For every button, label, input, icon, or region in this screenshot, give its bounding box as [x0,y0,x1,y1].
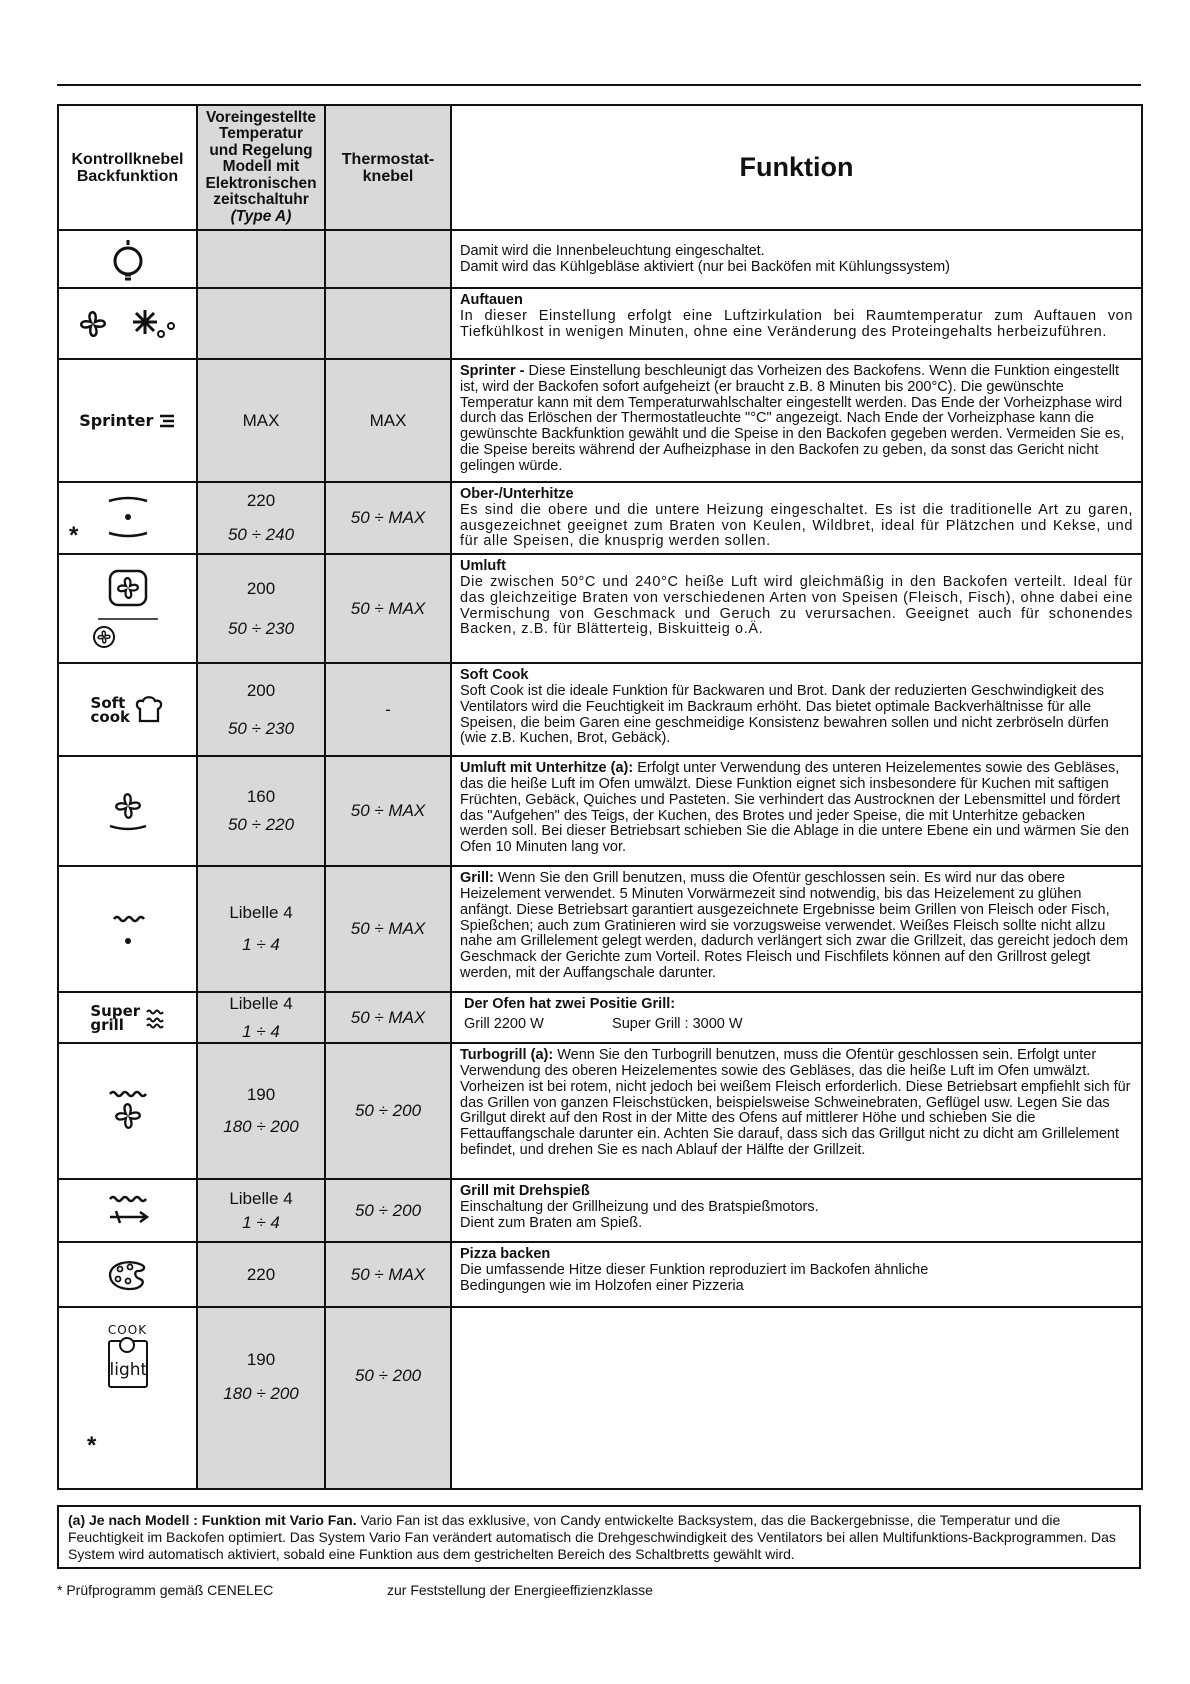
thermostat-cell [325,482,451,554]
super-grill-text1: Super [90,1001,141,1020]
function-text: Die zwischen 50°C und 240°C heiße Luft wird gleichmäßig in den Backofen verteilt. Ideal für das gleichzeitige Braten von verschiedenen Arten von Speisen (Fleisch, Fisch), ohne dabei eine Vermischung von Geschmack und Geruch zu verursachen. Geeignet auch für schonendes Backen, z.B. für Blätterteig, Biskuitteig o.Ä. [460,573,1133,638]
symbol-cell [58,992,197,1043]
function-title: Sprinter - [460,363,525,379]
function-cell [451,554,1142,663]
function-cell [451,230,1142,288]
function-title: Turbogrill (a): [460,1047,554,1064]
table-row [58,230,1142,288]
preset-value: 190 [246,1350,276,1370]
preset-cell [197,288,325,359]
function-cell [451,992,1142,1043]
preset-value: 220 [246,1264,276,1284]
preset-value: MAX [242,410,280,430]
preset-value: Libelle 4 [229,903,293,923]
thermostat-cell [325,1307,451,1489]
table-row [58,288,1142,359]
preset-value: 160 [246,787,276,807]
fan-ring-icon [98,569,158,621]
thermostat-cell [325,288,451,359]
function-text: Erfolgt unter Verwendung des unteren Heizelementes sowie des Gebläses, das die heiße Luft im Ofen umwälzt. Diese Funktion eignet sich insbesondere für Kuchen mit saftigen Früchten, Gebäck, Quiches und Pasteten. Sie verhindert das Austrocknen der Lebensmittel und fördert das "Aufgehen" des Teigs, der Kuchen, des Brotes und jeder Speise, die mit Unterhitze gebacken werden soll. Bei dieser Betriebsart schieben Sie die Ablage in die untere Ebene ein und wärmen Sie den Ofen 10 Minuten lang vor. [460,760,1130,856]
super-grill-power: Super Grill : 3000 W [612,1015,743,1032]
symbol-cell [58,554,197,663]
header-preset-line: Elektronischen [205,174,317,192]
thermostat-value: 50 ÷ MAX [350,508,426,528]
table-row [58,866,1142,992]
preset-range: 50 ÷ 240 [227,525,295,545]
function-text: Es sind die obere und die untere Heizung eingeschaltet. Es ist die traditionelle Art zu garen, ausgezeichnet geeignet zum Braten von Keulen, Wildbret, ideal für Plätzchen und Kekse, und für alle Speisen, die knusprig werden sollen. [460,501,1133,550]
top-bottom-heat-icon [103,493,153,543]
sprinter-label: Sprinter [79,410,154,430]
thermostat-cell [325,992,451,1043]
symbol-cell [58,482,197,554]
lamp-icon [108,237,148,281]
header-preset-line: Voreingestellte [206,108,316,126]
function-text: In dieser Einstellung erfolgt eine Luftzirkulation bei Raumtemperatur zum Auftauen von Tiefkühlkost in wenigen Minuten, ohne eine Veränderung des Proteingehalts herbeizuführen. [460,307,1133,340]
table-row [58,1179,1142,1242]
thermostat-cell [325,1242,451,1307]
thermostat-value: 50 ÷ 200 [354,1101,422,1121]
preset-cell [197,1179,325,1242]
grill-icon [108,911,148,947]
thermostat-value: 50 ÷ MAX [350,1007,426,1027]
rotisserie-icon [106,1193,150,1229]
function-line: Damit wird die Innenbeleuchtung eingeschaltet. [460,242,765,259]
symbol-cell [58,1043,197,1179]
function-text: Wenn Sie den Grill benutzen, muss die Ofentür geschlossen sein. Es wird nur das obere Heizelement verwendet. 5 Minuten Vorwärmezeit sind notwendig, bis das Heizelement zu glühen anfängt. Diese Betriebsart garantiert ausgezeichnete Ergebnisse beim Grillen von Fleisch oder Fisch, Spießchen; auch zum Gratinieren wird sie vorzugsweise verwendet. Weißes Fleisch sollte nicht allzu nahe am Grillelement gelegt werden, dadurch verlängert sich zwar die Grillzeit, das gereicht jedoch dem Geschmack der Gerichte zum Vorteil. Rotes Fleisch und Fischfilets können auf den Grillrost gelegt werden, mit der Auffangschale darunter. [460,870,1129,981]
preset-value: 200 [246,680,276,700]
header-control-knob: Kontrollknebel Backfunktion [58,105,197,230]
footnote-title: (a) Je nach Modell : Funktion mit Vario Fan. [68,1512,357,1528]
symbol-cell [58,288,197,359]
super-grill-label [90,1001,141,1034]
header-preset-temperature [197,105,325,230]
function-cell [451,866,1142,992]
cook-light-text2: light [109,1360,148,1381]
function-cell [451,288,1142,359]
table-row [58,482,1142,554]
preset-value: 190 [246,1085,276,1105]
cook-light-icon [100,1324,156,1394]
soft-cook-icon [134,695,164,725]
preset-cell [197,554,325,663]
preset-range: 1 ÷ 4 [242,935,280,955]
function-title: Grill mit Drehspieß [460,1183,590,1200]
preset-range: 180 ÷ 200 [223,1117,299,1137]
function-title: Umluft mit Unterhitze (a): [460,760,634,777]
preset-cell [197,866,325,992]
thermostat-cell [325,663,451,756]
thermostat-cell [325,1179,451,1242]
function-title: Ober-/Unterhitze [460,486,574,502]
symbol-cell [58,230,197,288]
soft-cook-text1: Soft [90,693,126,712]
function-title: Auftauen [460,292,523,308]
sprinter-icon [158,414,176,428]
preset-value: Libelle 4 [229,1188,293,1208]
preset-cell [197,1043,325,1179]
defrost-icon [73,304,183,344]
thermostat-value: 50 ÷ MAX [350,1264,426,1284]
function-line: Bedingungen wie im Holzofen einer Pizzeria [460,1277,744,1294]
thermostat-value: - [385,699,391,719]
note-energy-class: zur Feststellung der Energieeffizienzklasse [387,1582,653,1598]
function-text: Diese Einstellung beschleunigt das Vorheizen des Backofens. Wenn die Funktion eingestellt ist, wird der Backofen sofort aufgeheizt (er braucht z.B. 8 Minuten bis 200°C). Die gewünschte Temperatur kann mit dem Temperaturwahlschalter eingestellt werden. Das Ende der Vorheizphase wird durch das Erlöschen der Thermostatleuchte "°C" angezeigt. Nach Ende der Vorheizphase kann die gewünschte Backfunktion gewählt und die Speise in den Backofen gegeben werden. Vermeiden Sie es, die Speise bereits während der Aufheizphase in den Backofen zu geben, da sonst das Gericht nicht gelingen würde. [460,363,1125,474]
preset-cell [197,230,325,288]
symbol-cell [58,866,197,992]
preset-range: 180 ÷ 200 [223,1384,299,1404]
preset-cell [197,482,325,554]
thermostat-value: 50 ÷ 200 [354,1366,422,1386]
preset-cell [197,992,325,1043]
preset-range: 50 ÷ 220 [227,815,295,835]
table-row [58,663,1142,756]
footnote-text: Vario Fan ist das exklusive, von Candy entwickelte Backsystem, das die Backergebnisse, die Temperatur und die Feuchtigkeit im Backofen optimiert. Das System Vario Fan verändert automatisch die Drehgeschwindigkeit des Ventilators bei allen Multifunktions-Backprogrammen. Das System wird automatisch aktiviert, sobald eine Funktion aus dem gestrichelten Bereich des Schaltbretts gewählt wird. [68,1512,1116,1562]
preset-range: 1 ÷ 4 [242,1021,280,1041]
function-line: Einschaltung der Grillheizung und des Bratspießmotors. [460,1198,819,1215]
thermostat-value: 50 ÷ MAX [350,919,426,939]
function-cell [451,482,1142,554]
function-title: Grill: [460,870,494,887]
function-cell [451,1179,1142,1242]
grill-power: Grill 2200 W [464,1015,544,1032]
header-preset-sub: (Type A) [230,207,292,225]
thermostat-cell [325,1043,451,1179]
function-title: Soft Cook [460,667,529,684]
function-title: Umluft [460,558,506,575]
symbol-cell [58,1242,197,1307]
preset-value: 200 [246,578,276,598]
thermostat-value: 50 ÷ MAX [350,801,426,821]
symbol-cell [58,756,197,866]
symbol-cell [58,1179,197,1242]
soft-cook-label [90,693,131,726]
table-header-row [58,105,1142,230]
top-rule [57,84,1141,86]
preset-cell [197,756,325,866]
table-row [58,1242,1142,1307]
symbol-cell [58,359,197,482]
pizza-icon [106,1257,150,1293]
function-cell [451,756,1142,866]
function-cell [451,1307,1142,1489]
header-preset-line: zeitschaltuhr [213,191,309,209]
header-preset-line: und Regelung [209,141,313,159]
preset-range: 50 ÷ 230 [227,718,295,738]
thermostat-cell [325,756,451,866]
header-function: Funktion [451,105,1142,230]
function-cell [451,663,1142,756]
table-row [58,1307,1142,1489]
preset-value: Libelle 4 [229,993,293,1013]
function-text: Soft Cook ist die ideale Funktion für Backwaren und Brot. Dank der reduzierten Geschwindigkeit des Ventilators wird die Feuchtigkeit im Backraum erhöht. Das bietet optimale Backverhältnisse für alle Speisen, die beim Garen eine geschmeidige Konsistenz bewahren sollen und nicht zerbröseln dürfen (wie z.B. Kuchen, Brot, Gebäck). [460,682,1109,747]
table-row [58,554,1142,663]
super-grill-icon [145,1006,165,1030]
function-cell [451,1043,1142,1179]
function-text: Wenn Sie den Turbogrill benutzen, muss die Ofentür geschlossen sein. Erfolgt unter Verwendung des oberen Heizelementes sowie des Gebläses, das die heiße Luft im Ofen umwälzt. Vorheizen ist bei rotem, nicht jedoch bei weißem Fleisch erforderlich. Diese Betriebsart empfiehlt sich für das Grillen von ganzen Fleischstücken, beispielsweise Schweinebraten, Geflügel usw. Legen Sie das Grillgut direkt auf den Rost in der Mitte des Ofens auf mittlerer Höhe und schieben Sie die Fettauffangschale darunter ein. Achten Sie darauf, dass sich das Grillgut nicht zu dicht am Grillelement befindet, und drehen Sie es nach Ablauf der Hälfte der Grillzeit. [460,1047,1131,1158]
fan-bottom-heat-icon [105,788,151,834]
table-row [58,1043,1142,1179]
preset-range: 1 ÷ 4 [242,1212,280,1232]
thermostat-value: 50 ÷ 200 [354,1200,422,1220]
function-cell [451,1242,1142,1307]
preset-value: 220 [246,491,276,511]
star-mark: * [87,1432,97,1460]
thermostat-value: MAX [369,410,407,430]
super-grill-text2: grill [90,1015,124,1034]
header-preset-line: Temperatur [218,125,304,143]
table-row [58,992,1142,1043]
preset-cell [197,359,325,482]
thermostat-cell [325,866,451,992]
function-line: Die umfassende Hitze dieser Funktion reproduziert im Backofen ähnliche [460,1261,929,1278]
function-table [57,104,1143,1490]
preset-cell [197,663,325,756]
function-line: Dient zum Braten am Spieß. [460,1214,643,1231]
function-title: Der Ofen hat zwei Positie Grill: [464,996,676,1013]
star-mark: * [69,522,79,549]
fan-small-icon [91,625,117,649]
table-row [58,756,1142,866]
header-thermostat: Thermostat-knebel [325,105,451,230]
function-line: Damit wird das Kühlgebläse aktiviert (nur bei Backöfen mit Kühlungssystem) [460,258,950,275]
thermostat-cell [325,359,451,482]
soft-cook-text2: cook [90,707,131,726]
footnote-box [57,1505,1141,1569]
turbo-grill-icon [106,1088,150,1134]
symbol-cell [58,663,197,756]
table-row [58,359,1142,482]
header-preset-line: Modell mit [222,158,300,176]
function-title: Pizza backen [460,1246,551,1263]
preset-cell [197,1242,325,1307]
symbol-cell [58,1307,197,1489]
thermostat-cell [325,554,451,663]
thermostat-cell [325,230,451,288]
function-cell [451,359,1142,482]
thermostat-value: 50 ÷ MAX [350,598,426,618]
cook-light-text1: COOK [107,1323,148,1338]
preset-cell [197,1307,325,1489]
preset-range: 50 ÷ 230 [227,618,295,638]
note-cenelec: * Prüfprogramm gemäß CENELEC [57,1582,274,1598]
